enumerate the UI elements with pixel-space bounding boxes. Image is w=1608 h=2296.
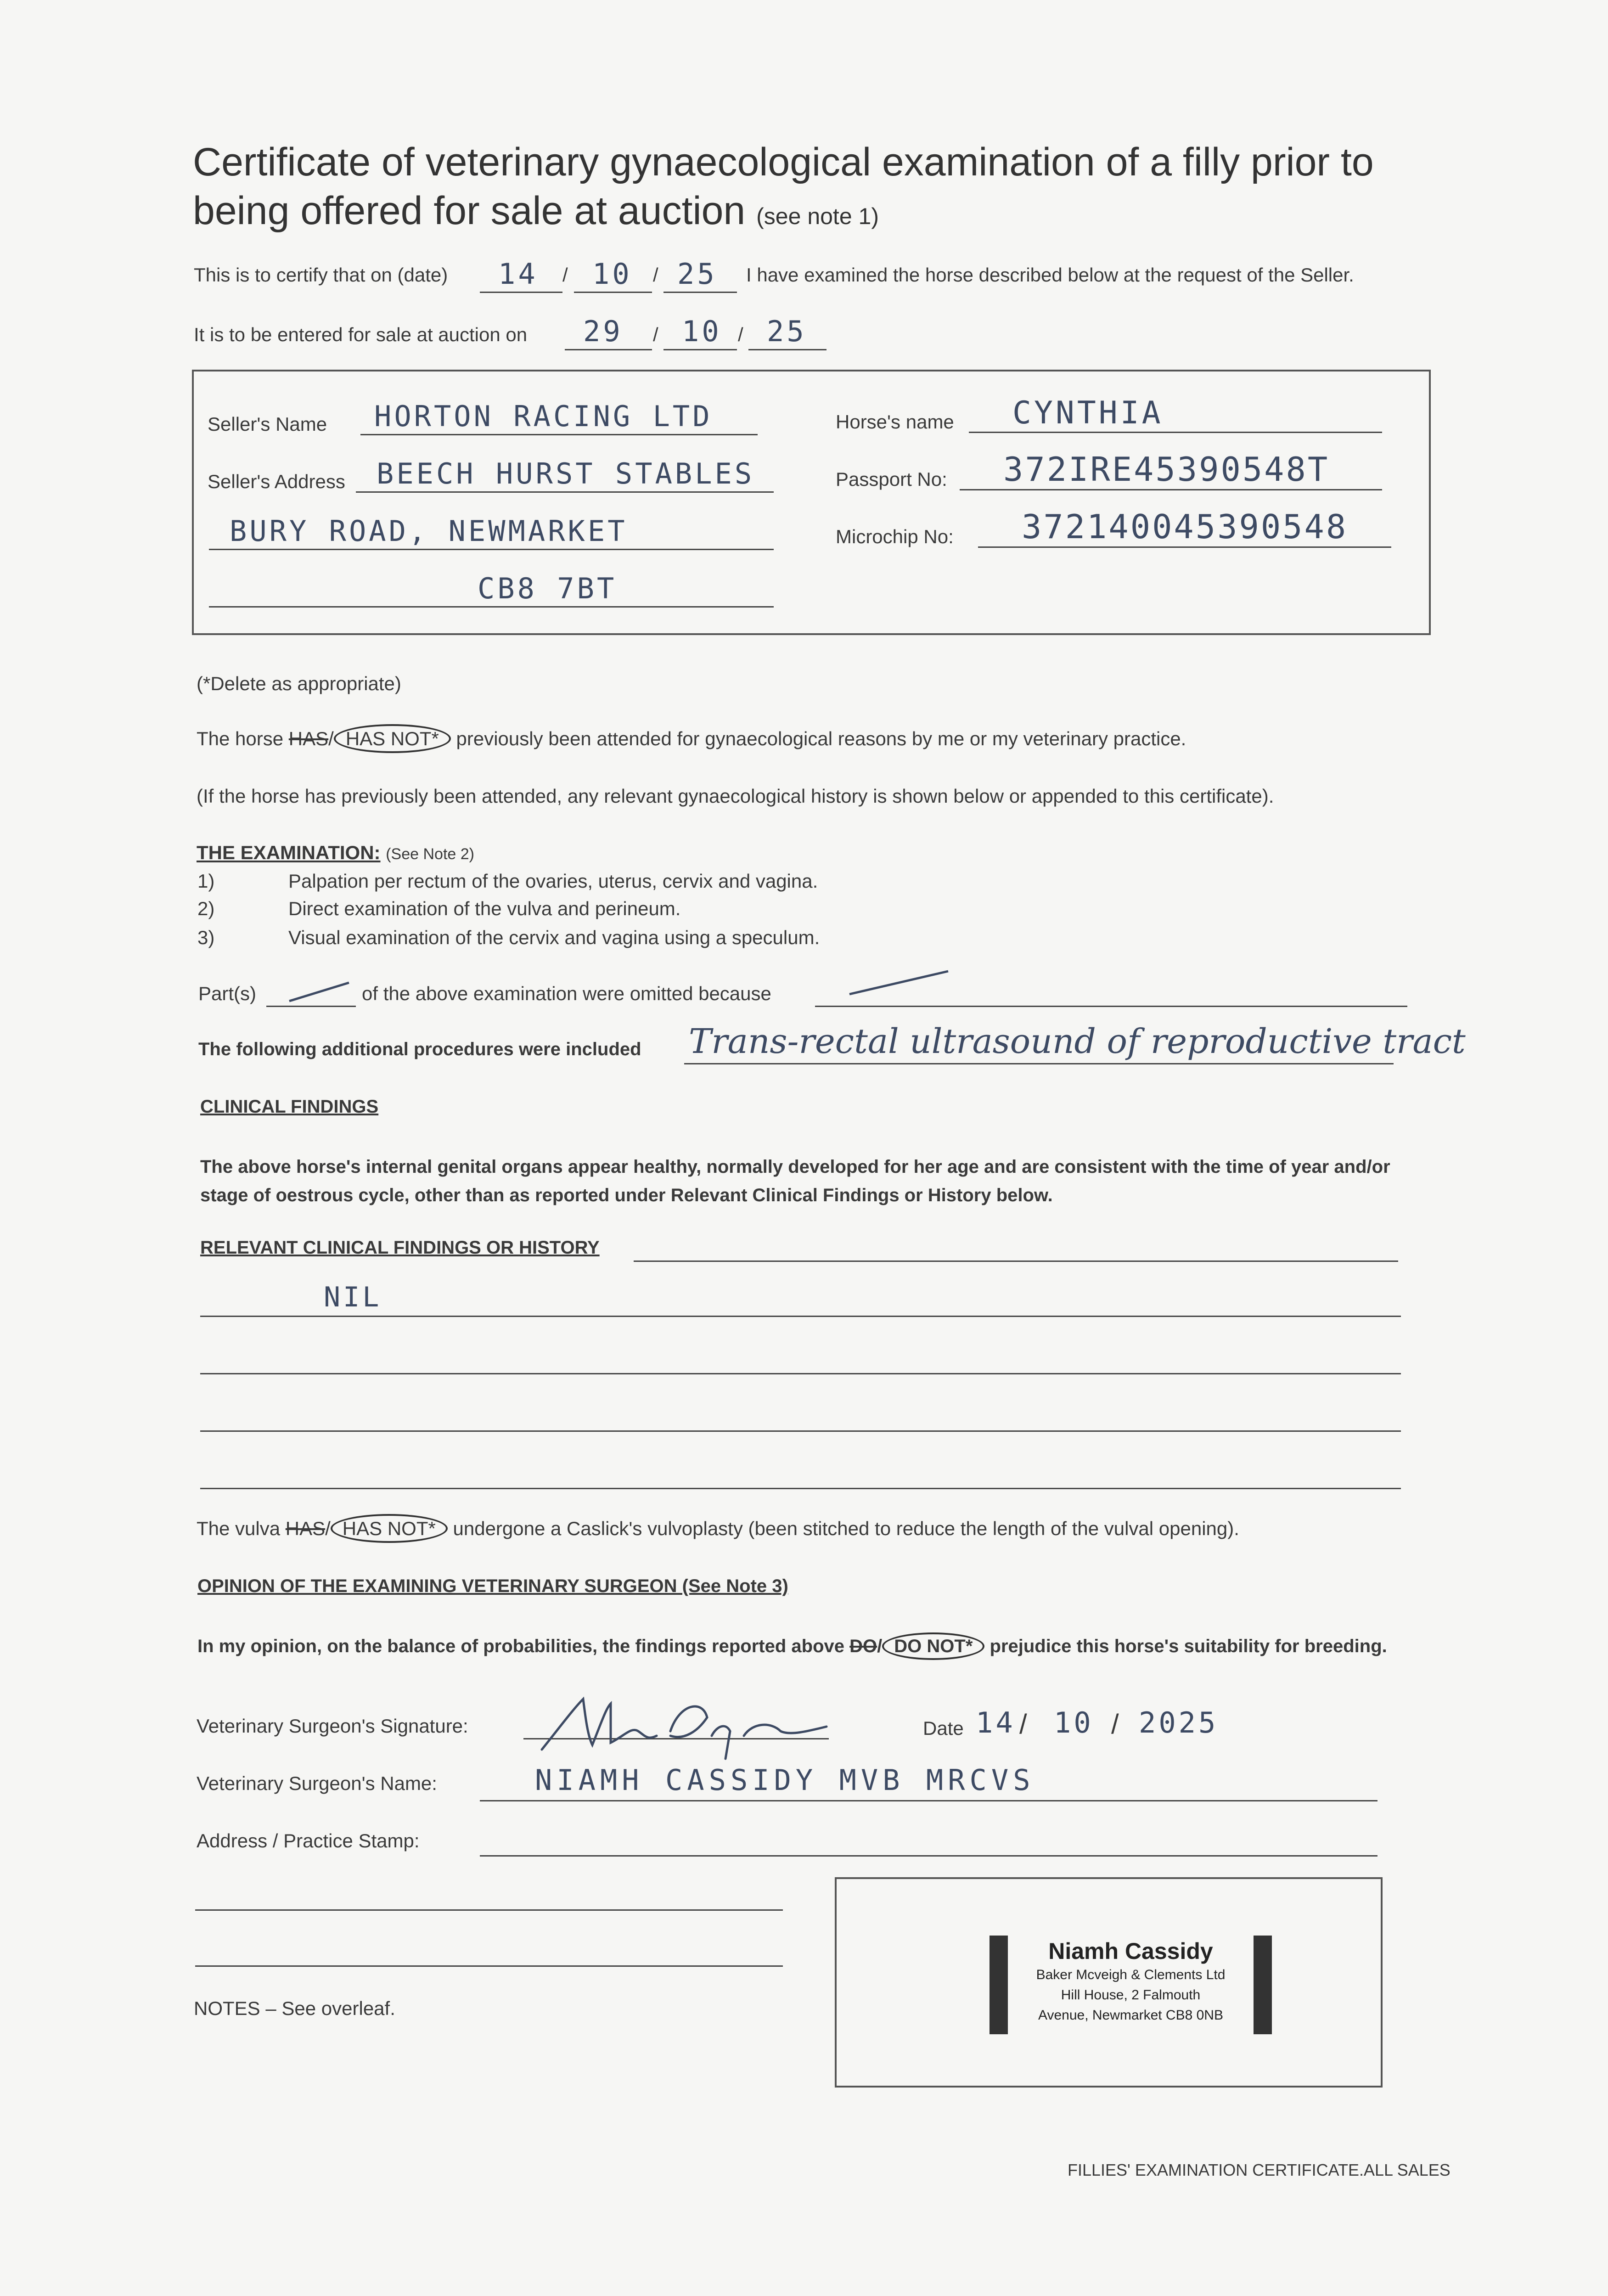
omitted-middle: of the above examination were omitted because [362, 983, 771, 1004]
stamp-line-1: Baker Mcveigh & Clements Ltd [1036, 1967, 1226, 1982]
sale-day: 29 [583, 315, 623, 348]
opinion-do-not[interactable]: DO NOT* [882, 1632, 984, 1660]
omitted-prefix: Part(s) [198, 983, 256, 1004]
examination-heading-row [197, 842, 474, 864]
surgeon-name[interactable]: NIAMH CASSIDY MVB MRCVS [535, 1763, 1035, 1797]
clinical-statement: The above horse's internal genital organs appear healthy, normally developed for her age and are consistent with the time of year and/or stage of oestrous cycle, other than as reported under Relevant Clinical Findings or History below. [200, 1157, 1390, 1205]
surgeon-name-label: Veterinary Surgeon's Name: [197, 1773, 437, 1794]
date-day[interactable]: 14 [976, 1706, 1016, 1739]
title-note: (see note 1) [756, 203, 879, 229]
certify-month: 10 [592, 257, 632, 291]
seller-name-label: Seller's Name [208, 413, 327, 435]
certify-prefix: This is to certify that on (date) [194, 264, 448, 286]
certify-day: 14 [498, 257, 538, 291]
relevant-heading: RELEVANT CLINICAL FINDINGS OR HISTORY [200, 1238, 600, 1258]
vulva-has-not[interactable]: HAS NOT* [331, 1514, 448, 1543]
seller-name[interactable]: HORTON RACING LTD [374, 400, 713, 433]
opinion-suffix: prejudice this horse's suitability for breeding. [990, 1636, 1387, 1656]
delete-note: (*Delete as appropriate) [197, 673, 401, 694]
sale-month: 10 [682, 315, 722, 348]
vulva-has[interactable]: HAS [285, 1518, 326, 1539]
stamp-line-2: Hill House, 2 Falmouth [1061, 1987, 1201, 2003]
horse-name[interactable]: CYNTHIA [1012, 395, 1164, 431]
vulva-suffix: undergone a Caslick's vulvoplasty (been stitched to reduce the length of the vulval opening). [453, 1518, 1239, 1539]
sale-year: 25 [767, 315, 807, 348]
passport-number[interactable]: 372IRE45390548T [1003, 450, 1330, 489]
vulva-line: The vulva HAS/ HAS NOT* undergone a Caslick's vulvoplasty (been stitched to reduce the length of the vulval opening). [197, 1518, 1239, 1540]
seller-address-label: Seller's Address [208, 471, 345, 492]
sale-prefix: It is to be entered for sale at auction on [194, 324, 528, 345]
examination-heading: THE EXAMINATION: [197, 842, 381, 863]
signature-label: Veterinary Surgeon's Signature: [197, 1715, 468, 1737]
date-year[interactable]: 2025 [1139, 1706, 1219, 1739]
exam-item-3-num: 3) [197, 927, 215, 948]
date-month[interactable]: 10 [1054, 1706, 1094, 1739]
attended-note: (If the horse has previously been attended, any relevant gynaecological history is shown below or appended to this certificate). [197, 785, 1274, 807]
stamp-line-3: Avenue, Newmarket CB8 0NB [1038, 2008, 1223, 2023]
address-label: Address / Practice Stamp: [197, 1830, 420, 1851]
opinion-prefix: In my opinion, on the balance of probabilities, the findings reported above [197, 1636, 845, 1656]
signature-scribble[interactable] [533, 1690, 836, 1763]
microchip-number[interactable]: 372140045390548 [1022, 507, 1348, 546]
title-text: Certificate of veterinary gynaecological examination of a filly prior to being offered for sale at auction [193, 140, 1374, 233]
vulva-prefix: The vulva [197, 1518, 281, 1539]
exam-item-1-num: 1) [197, 870, 215, 892]
additional-value[interactable]: Trans-rectal ultrasound of reproductive tract [689, 1022, 1466, 1061]
seller-address-2[interactable]: BURY ROAD, NEWMARKET [230, 514, 628, 548]
exam-item-1-text: Palpation per rectum of the ovaries, uterus, cervix and vagina. [288, 870, 818, 892]
page-title [193, 138, 1479, 241]
examination-heading-note: (See Note 2) [386, 845, 474, 863]
seller-address-3[interactable]: CB8 7BT [478, 572, 617, 605]
opinion-do[interactable]: DO [849, 1636, 877, 1656]
notes: NOTES – See overleaf. [194, 1998, 395, 2019]
relevant-value[interactable]: NIL [324, 1281, 382, 1313]
footer-text: FILLIES' EXAMINATION CERTIFICATE.ALL SALES [1068, 2161, 1451, 2179]
exam-item-2-num: 2) [197, 898, 215, 919]
stamp-name: Niamh Cassidy [1048, 1938, 1213, 1964]
attended-suffix: previously been attended for gynaecological reasons by me or my veterinary practice. [456, 728, 1186, 749]
seller-address-1[interactable]: BEECH HURST STABLES [377, 457, 755, 490]
microchip-label: Microchip No: [836, 526, 954, 547]
passport-label: Passport No: [836, 468, 947, 490]
practice-stamp [990, 1936, 1272, 2034]
attended-line: The horse HAS/ HAS NOT* previously been attended for gynaecological reasons by me or my veterinary practice. [197, 728, 1186, 750]
attended-prefix: The horse [197, 728, 284, 749]
additional-label: The following additional procedures were included [198, 1039, 641, 1059]
attended-has-not[interactable]: HAS NOT* [334, 724, 451, 753]
certify-suffix: I have examined the horse described below at the request of the Seller. [746, 264, 1354, 286]
certify-year: 25 [677, 257, 717, 291]
opinion-heading: OPINION OF THE EXAMINING VETERINARY SURGEON (See Note 3) [197, 1576, 788, 1596]
clinical-heading: CLINICAL FINDINGS [200, 1097, 379, 1117]
horse-name-label: Horse's name [836, 411, 954, 433]
omitted-reason-dash [845, 964, 955, 1001]
attended-has[interactable]: HAS [288, 728, 329, 749]
date-label: Date [923, 1717, 964, 1739]
exam-item-2-text: Direct examination of the vulva and perineum. [288, 898, 681, 919]
opinion-text: In my opinion, on the balance of probabilities, the findings reported above DO/ DO NOT* prejudice this horse's suitability for breeding. [197, 1632, 1391, 1660]
exam-item-3-text: Visual examination of the cervix and vagina using a speculum. [288, 927, 820, 948]
omitted-parts-dash [285, 978, 354, 1006]
